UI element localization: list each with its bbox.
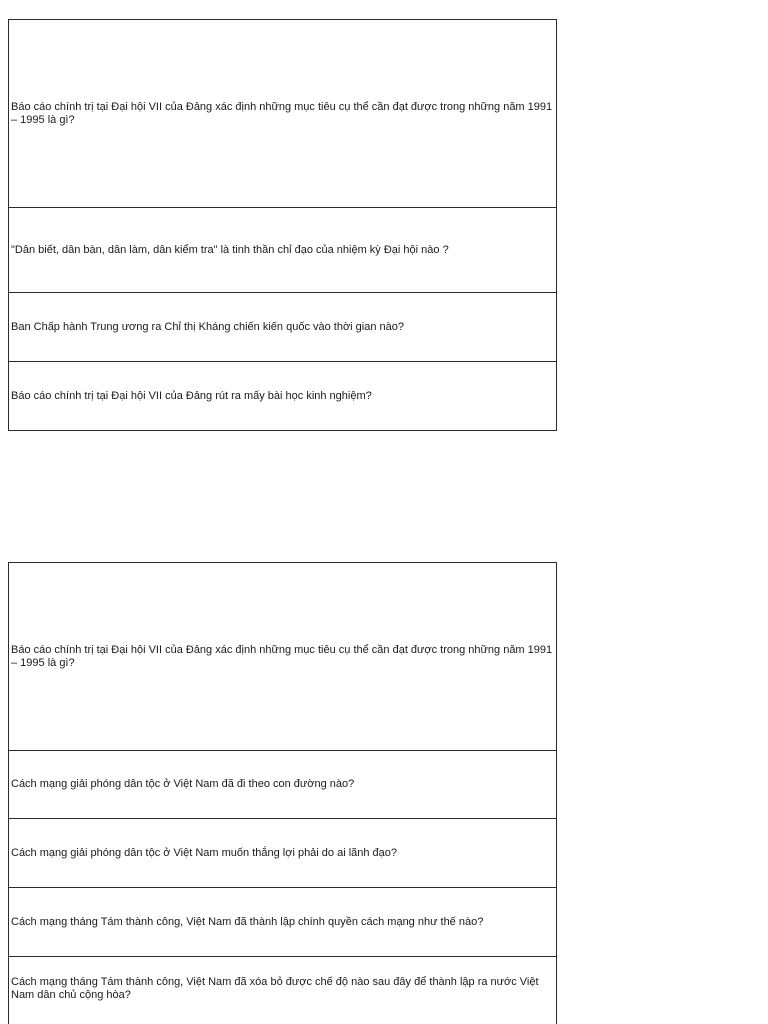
question-cell: Ban Chấp hành Trung ương ra Chỉ thị Kháng chiến kiến quốc vào thời gian nào?: [9, 293, 557, 362]
question-cell: Cách mạng giải phóng dân tộc ở Việt Nam muốn thắng lợi phải do ai lãnh đạo?: [9, 819, 557, 888]
question-table-1: [8, 19, 557, 431]
table-row: [9, 888, 557, 957]
table-row: [9, 362, 557, 431]
question-table-2: [8, 562, 557, 1024]
question-cell: Báo cáo chính trị tại Đại hội VII của Đảng xác định những mục tiêu cụ thể cần đạt được trong những năm 1991 – 1995 là gì?: [9, 20, 557, 208]
table-row: [9, 208, 557, 293]
table-row: [9, 20, 557, 208]
question-cell: Cách mạng giải phóng dân tộc ở Việt Nam đã đi theo con đường nào?: [9, 751, 557, 819]
question-cell: Cách mạng tháng Tám thành công, Việt Nam đã xóa bỏ được chế độ nào sau đây để thành lập ra nước Việt Nam dân chủ cộng hòa?: [9, 957, 557, 1024]
question-cell: Cách mạng tháng Tám thành công, Việt Nam đã thành lập chính quyền cách mạng như thế nào?: [9, 888, 557, 957]
table-row: [9, 819, 557, 888]
question-cell: Báo cáo chính trị tại Đại hội VII của Đảng xác định những mục tiêu cụ thể cần đạt được trong những năm 1991 – 1995 là gì?: [9, 563, 557, 751]
table-row: [9, 563, 557, 751]
question-cell: Báo cáo chính trị tại Đại hội VII của Đảng rút ra mấy bài học kinh nghiệm?: [9, 362, 557, 431]
table-row: [9, 751, 557, 819]
table-row: [9, 293, 557, 362]
question-cell: "Dân biết, dân bàn, dân làm, dân kiểm tra" là tinh thần chỉ đạo của nhiệm kỳ Đại hội nào ?: [9, 208, 557, 293]
table-row: [9, 957, 557, 1024]
